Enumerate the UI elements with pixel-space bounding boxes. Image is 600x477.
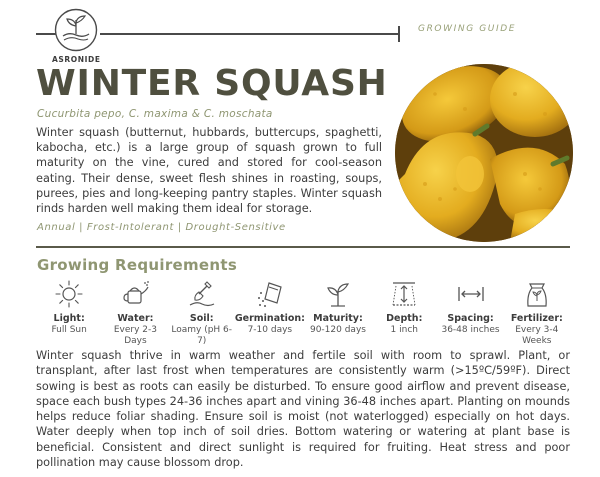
- requirement-maturity: [305, 276, 371, 346]
- requirement-label: Spacing:: [447, 313, 494, 324]
- requirement-label: Depth:: [386, 313, 423, 324]
- fertilizer-bag-icon: [522, 279, 552, 309]
- requirement-label: Fertilizer:: [510, 313, 563, 324]
- header-rule-left: [36, 33, 56, 35]
- sprout-icon: [323, 279, 353, 309]
- requirement-label: Germination:: [234, 313, 305, 324]
- requirement-value: 1 inch: [390, 325, 418, 335]
- scientific-name: Cucurbita pepo, C. maxima & C. moschata: [37, 108, 273, 120]
- requirement-light: [36, 276, 102, 346]
- requirement-soil: [169, 276, 235, 346]
- requirement-label: Water:: [117, 313, 154, 324]
- sun-icon: [54, 279, 84, 309]
- spacing-icon: [456, 279, 486, 309]
- watering-can-icon: [120, 279, 150, 309]
- requirement-value: Full Sun: [51, 325, 87, 335]
- requirement-label: Light:: [53, 313, 85, 324]
- requirement-value: 36-48 inches: [441, 325, 500, 335]
- requirement-value: 7-10 days: [247, 325, 293, 335]
- section-divider: [36, 246, 570, 248]
- requirement-value: Every 3-4 Weeks: [515, 325, 559, 346]
- requirement-value: Every 2-3 Days: [113, 325, 157, 346]
- page-title: WINTER SQUASH: [36, 63, 388, 104]
- seed-packet-icon: [255, 279, 285, 309]
- requirement-depth: [371, 276, 437, 346]
- requirement-value: 90-120 days: [309, 325, 366, 335]
- requirement-water: [102, 276, 168, 346]
- intro-paragraph: Winter squash (butternut, hubbards, buttercups, spaghetti, kabocha, etc.) is a large group of squash grown to full maturity on the vine, cured and stored for cool-season eating. Their dense, sweet flesh shines in roasting, soups, purees, pies and long-keeping pantry staples. Winter squash rinds harden well making them ideal for storage.: [36, 126, 382, 216]
- squash-photo: [395, 64, 573, 242]
- requirement-label: Soil:: [189, 313, 214, 324]
- requirement-value: Loamy (pH 6-7): [171, 325, 233, 346]
- plant-tags: Annual | Frost-Intolerant | Drought-Sensitive: [37, 222, 286, 233]
- depth-icon: [389, 279, 419, 309]
- section-title: Growing Requirements: [37, 256, 238, 274]
- requirements-row: [36, 276, 570, 346]
- header-rule-divider: [398, 26, 400, 42]
- requirement-spacing: [437, 276, 503, 346]
- logo-emblem-icon: [54, 8, 98, 52]
- growing-instructions: Winter squash thrive in warm weather and fertile soil with room to sprawl. Plant, or transplant, after last frost when temperatures are consistently warm (>15ºC/59ºF). Direct sowing is best as roots can easily be disturbed. To ensure good airflow and prevent disease, space each bush types 24-36 inches apart and vining 36-48 inches apart. Planting on mounds helps reduce foliar shading. Ensure soil is moist (not waterlogged) especially on hot days. Water deeply when top inch of soil dries. Bottom watering or watering at plant base is beneficial. Consistent and direct sunlight is required for fruiting. Heat stress and poor pollination may cause blossom drop.: [36, 349, 570, 470]
- brand-logo: [52, 8, 100, 70]
- requirement-label: Maturity:: [313, 313, 363, 324]
- brand-name: ASRONIDE: [52, 55, 101, 64]
- requirement-germination: [235, 276, 305, 346]
- header-rule-center: [100, 33, 398, 35]
- guide-label: GROWING GUIDE: [418, 24, 517, 34]
- shovel-icon: [187, 279, 217, 309]
- requirement-fertilizer: [504, 276, 570, 346]
